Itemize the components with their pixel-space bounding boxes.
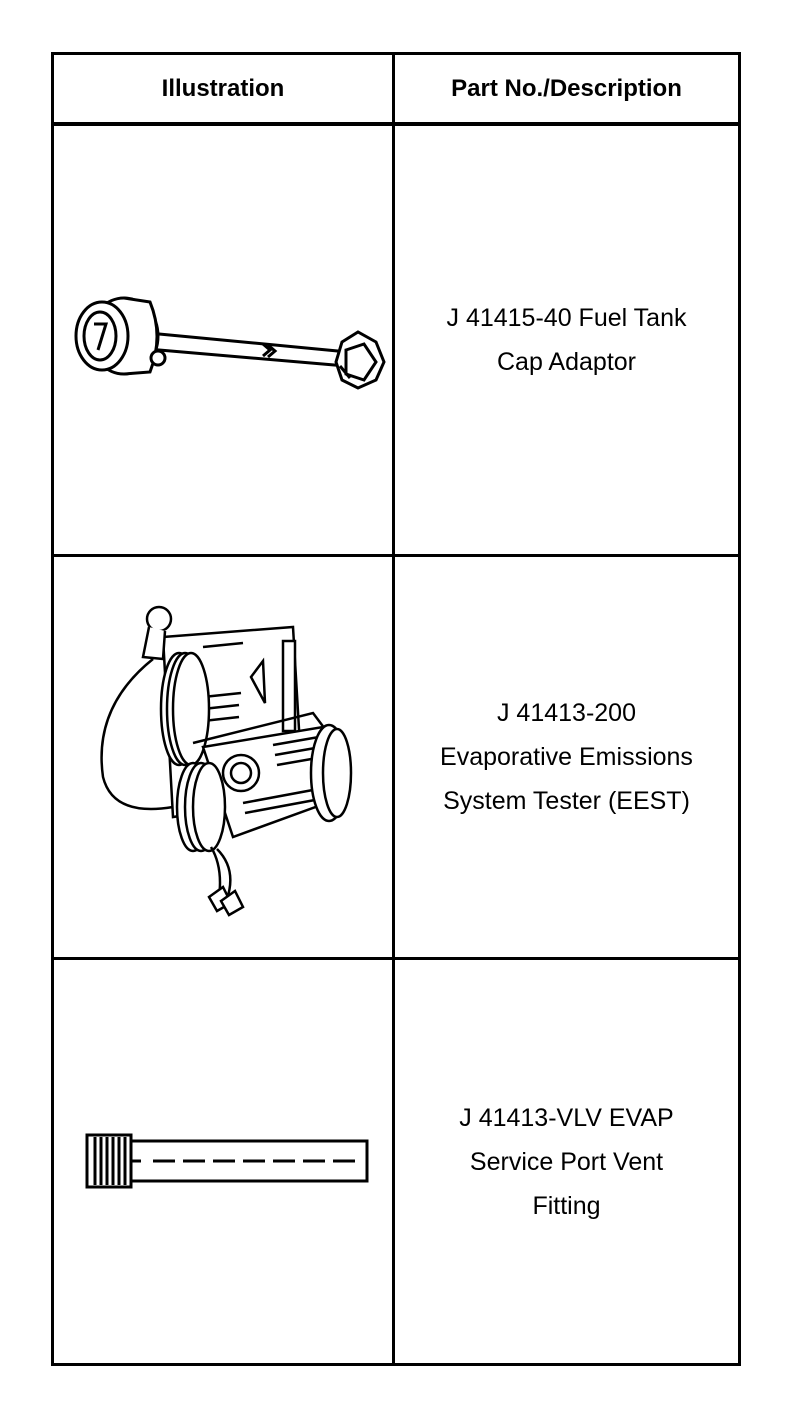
description-line: J 41413-VLV EVAP xyxy=(459,1103,674,1132)
illustration-cell xyxy=(53,124,394,556)
description-line: Fitting xyxy=(532,1191,601,1220)
illustration-cell xyxy=(53,556,394,959)
description-cell xyxy=(394,556,740,959)
description-cell xyxy=(394,124,740,556)
description-line: Cap Adaptor xyxy=(497,348,636,376)
evap-emissions-tester-icon xyxy=(93,597,353,917)
table-header-row xyxy=(53,54,740,125)
illustration-header: Illustration xyxy=(53,54,394,125)
description-cell xyxy=(394,959,740,1365)
part-description-header: Part No./Description xyxy=(394,54,740,125)
description-line: Evaporative Emissions xyxy=(440,743,693,771)
service-port-vent-fitting-icon xyxy=(73,1127,373,1197)
description-line: System Tester (EEST) xyxy=(443,787,690,815)
special-tools-table xyxy=(51,52,741,1366)
table-row xyxy=(53,959,740,1365)
table-row xyxy=(53,556,740,959)
description-line: Service Port Vent xyxy=(469,1147,664,1176)
illustration-cell xyxy=(53,959,394,1365)
description-line: J 41415-40 Fuel Tank xyxy=(446,304,687,332)
table-row xyxy=(53,124,740,556)
fuel-tank-cap-adaptor-icon xyxy=(58,270,388,410)
description-line: J 41413-200 xyxy=(496,699,636,727)
